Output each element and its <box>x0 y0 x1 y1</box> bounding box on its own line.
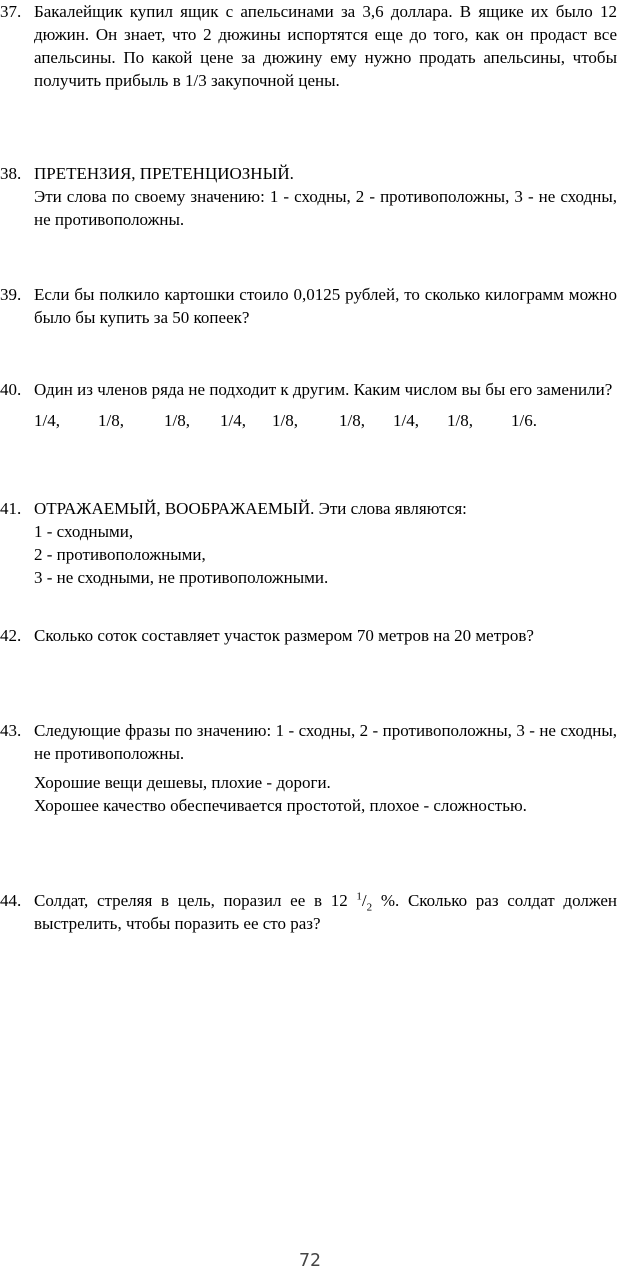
answer-option: 2 - противоположными, <box>34 545 206 564</box>
answer-option: 3 - не сходными, не противоположными. <box>34 568 329 587</box>
question-text: Сколько соток составляет участок размером 70 метров на 20 метров? <box>34 626 534 645</box>
question-text: Один из членов ряда не подходит к другим. Каким числом вы бы его заменили? <box>34 380 613 399</box>
question-42 <box>0 624 617 647</box>
question-text <box>34 889 617 935</box>
question-number: 42. <box>0 626 22 645</box>
question-41 <box>0 497 617 589</box>
answer-option: 1 - сходными, <box>34 522 134 541</box>
question-number: 39. <box>0 285 22 304</box>
series-item: 1/8, <box>339 411 365 430</box>
question-number: 40. <box>0 380 22 399</box>
question-number: 43. <box>0 721 22 740</box>
series-item: 1/4, <box>220 411 246 430</box>
question-text: Если бы полкило картошки стоило 0,0125 рублей, то сколько килограмм можно было бы купить за 50 копеек? <box>34 285 617 327</box>
series-item: 1/6. <box>511 411 537 430</box>
series-item: 1/4, <box>34 411 60 430</box>
series-item: 1/4, <box>393 411 419 430</box>
fraction-numerator: 1 <box>356 890 362 903</box>
question-44 <box>0 889 617 935</box>
question-43 <box>0 719 617 817</box>
question-number: 38. <box>0 164 22 183</box>
question-text-end: %. Сколько раз солдат должен выстрелить, чтобы поразить ее сто раз? <box>34 891 618 933</box>
series-item: 1/8, <box>98 411 124 430</box>
question-text: Следующие фразы по значению: 1 - сходны, 2 - противоположны, 3 - не сходны, не противоположны. <box>34 721 617 763</box>
series-item: 1/8, <box>164 411 190 430</box>
question-number: 37. <box>0 2 22 21</box>
question-number: 41. <box>0 499 22 518</box>
question-text: Бакалейщик купил ящик с апельсинами за 3,6 доллара. В ящике их было 12 дюжин. Он знает, что 2 дюжины испортятся еще до того, как он продаст все апельсины. По какой цене за дюжину ему нужно продать апельсины, чтобы получить прибыль в 1/3 закупочной цены. <box>34 2 617 90</box>
question-text-start: Солдат, стреляя в цель, поразил ее в 12 <box>34 891 348 910</box>
phrase: Хорошее качество обеспечивается простотой, плохое - сложностью. <box>34 796 527 815</box>
fraction-slash: / <box>361 891 367 910</box>
phrase: Хорошие вещи дешевы, плохие - дороги. <box>34 773 331 792</box>
series-item: 1/8, <box>447 411 473 430</box>
question-40 <box>0 378 617 432</box>
number-series <box>34 409 617 432</box>
series-item: 1/8, <box>272 411 298 430</box>
page-number: 72 <box>299 1250 321 1271</box>
question-39 <box>0 283 617 329</box>
question-38 <box>0 162 617 231</box>
question-number: 44. <box>0 891 22 910</box>
question-title: ПРЕТЕНЗИЯ, ПРЕТЕНЦИОЗНЫЙ. <box>34 164 294 183</box>
fraction-denominator: 2 <box>366 901 373 914</box>
question-text: Эти слова по своему значению: 1 - сходны, 2 - противоположны, 3 - не сходны, не противоположны. <box>34 187 617 229</box>
question-37 <box>0 0 617 92</box>
question-text: ОТРАЖАЕМЫЙ, ВООБРАЖАЕМЫЙ. Эти слова являются: <box>34 499 467 518</box>
